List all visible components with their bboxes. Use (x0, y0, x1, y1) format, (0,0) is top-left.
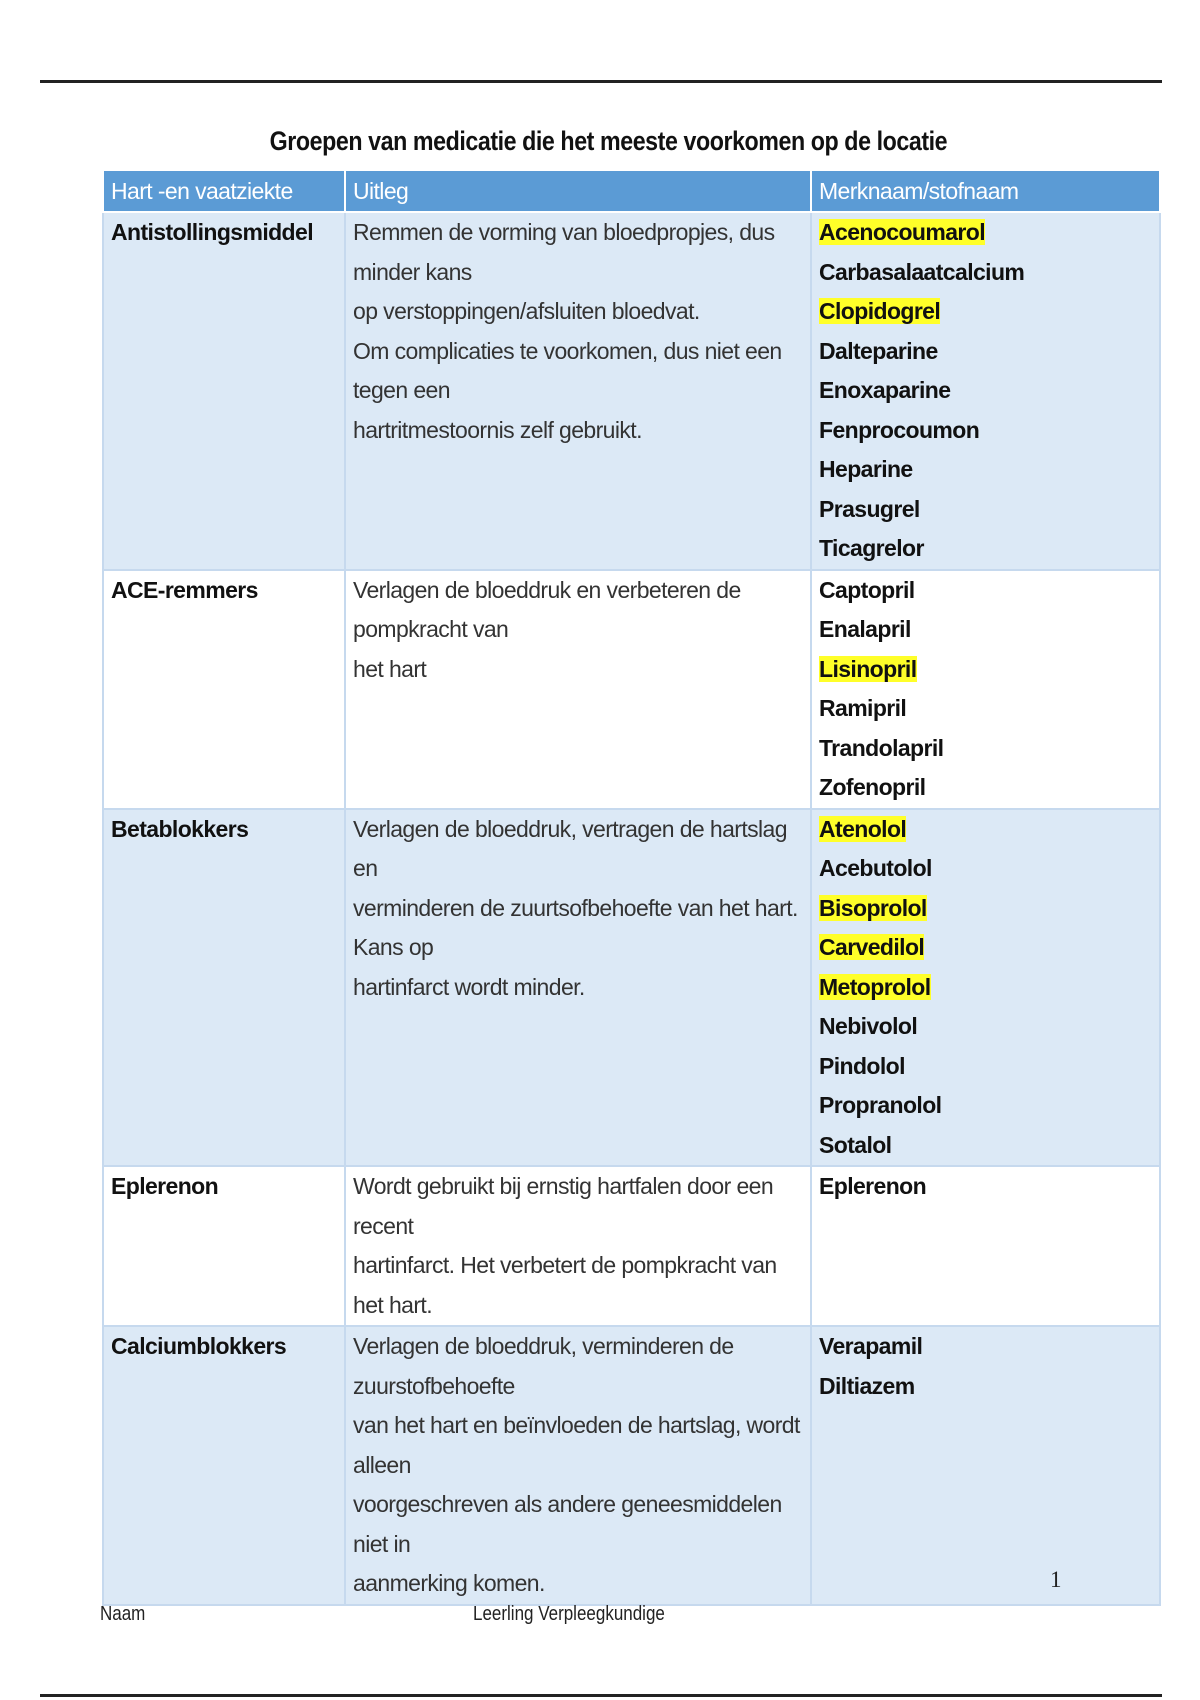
drug-names-cell (811, 1326, 1160, 1605)
drug-item (819, 1167, 1152, 1207)
table-row (103, 212, 1160, 570)
drug-name: Enoxaparine (819, 377, 951, 403)
drug-item (819, 1047, 1152, 1087)
drug-item (819, 1367, 1152, 1407)
explanation-line: Verlagen de bloeddruk, vertragen de hartslag en (353, 815, 787, 881)
drug-item (819, 650, 1152, 690)
explanation-cell (345, 212, 811, 570)
footer-role: Leerling Verpleegkundige (473, 1603, 665, 1625)
drug-name: Nebivolol (819, 1013, 918, 1039)
table-row (103, 1166, 1160, 1326)
column-header-drug-name: Merknaam/stofnaam (811, 170, 1160, 212)
drug-item (819, 571, 1152, 611)
explanation-line: het hart (353, 655, 427, 682)
drug-item (819, 371, 1152, 411)
drug-name: Pindolol (819, 1052, 905, 1079)
drug-item (819, 889, 1152, 929)
drug-item (819, 213, 1152, 253)
drug-name: Captopril (819, 576, 915, 603)
drug-name: Propranolol (819, 1092, 942, 1118)
footer-name: Naam (100, 1603, 146, 1625)
highlighted-drug-name: Lisinopril (819, 655, 917, 682)
disease-group-cell: Betablokkers (103, 809, 345, 1167)
explanation-line: hartritmestoornis zelf gebruikt. (353, 416, 642, 443)
drug-names-cell (811, 809, 1160, 1167)
drug-name: Carbasalaatcalcium (819, 258, 1025, 285)
highlighted-drug-name: Carvedilol (819, 934, 925, 960)
explanation-line: Verlagen de bloeddruk en verbeteren de pompkracht van (353, 576, 741, 642)
explanation-cell (345, 809, 811, 1167)
page-number: 1 (1050, 1567, 1062, 1592)
drug-item (819, 1007, 1152, 1047)
drug-name: Ticagrelor (819, 535, 924, 561)
drug-item (819, 529, 1152, 569)
header-rule (40, 80, 1162, 83)
drug-item (819, 450, 1152, 490)
table-header-row (103, 170, 1160, 212)
explanation-line: op verstoppingen/afsluiten bloedvat. (353, 298, 700, 324)
drug-name: Acebutolol (819, 855, 932, 881)
drug-name: Eplerenon (819, 1173, 927, 1199)
disease-group-cell: Antistollingsmiddel (103, 212, 345, 570)
highlighted-drug-name: Acenocoumarol (819, 219, 986, 245)
drug-item (819, 292, 1152, 332)
table-row (103, 809, 1160, 1167)
drug-name: Dalteparine (819, 337, 938, 364)
drug-name: Trandolapril (819, 734, 944, 761)
drug-item (819, 610, 1152, 650)
highlighted-drug-name: Clopidogrel (819, 298, 941, 324)
drug-item (819, 411, 1152, 451)
drug-name: Verapamil (819, 1333, 923, 1359)
explanation-line: van het hart en beïnvloeden de hartslag, wordt alleen (353, 1412, 800, 1478)
drug-item (819, 1126, 1152, 1166)
drug-name: Fenprocoumon (819, 416, 980, 443)
drug-names-cell (811, 1166, 1160, 1326)
drug-item (819, 968, 1152, 1008)
drug-item (819, 1327, 1152, 1367)
drug-names-cell (811, 212, 1160, 570)
highlighted-drug-name: Atenolol (819, 815, 907, 842)
drug-name: Sotalol (819, 1131, 892, 1158)
table-row (103, 1326, 1160, 1605)
drug-name: Zofenopril (819, 774, 926, 800)
explanation-line: voorgeschreven als andere geneesmiddelen niet in (353, 1491, 782, 1557)
explanation-line: Remmen de vorming van bloedpropjes, dus minder kans (353, 219, 775, 285)
drug-item (819, 768, 1152, 808)
drug-name: Prasugrel (819, 495, 920, 522)
disease-group-cell: Calciumblokkers (103, 1326, 345, 1605)
explanation-line: verminderen de zuurtsofbehoefte van het hart. Kans op (353, 894, 798, 960)
drug-item (819, 689, 1152, 729)
drug-item (819, 253, 1152, 293)
drug-name: Heparine (819, 456, 913, 482)
footer-rule (40, 1694, 1162, 1697)
medication-table (102, 169, 1161, 1606)
drug-item (819, 490, 1152, 530)
drug-name: Diltiazem (819, 1372, 915, 1399)
explanation-cell (345, 1326, 811, 1605)
drug-item (819, 810, 1152, 850)
explanation-line: hartinfarct. Het verbetert de pompkracht van het hart. (353, 1252, 777, 1318)
explanation-line: aanmerking komen. (353, 1570, 545, 1596)
explanation-line: Verlagen de bloeddruk, verminderen de zuurstofbehoefte (353, 1333, 734, 1399)
disease-group-cell: ACE-remmers (103, 570, 345, 809)
drug-item (819, 729, 1152, 769)
explanation-line: hartinfarct wordt minder. (353, 973, 585, 1000)
drug-item (819, 928, 1152, 968)
disease-group-cell: Eplerenon (103, 1166, 345, 1326)
drug-name: Enalapril (819, 616, 911, 642)
drug-name: Ramipril (819, 695, 907, 721)
highlighted-drug-name: Metoprolol (819, 973, 931, 1000)
document-title: Groepen van medicatie die het meeste voorkomen op de locatie (269, 126, 948, 156)
explanation-cell (345, 1166, 811, 1326)
drug-names-cell (811, 570, 1160, 809)
explanation-line: Om complicaties te voorkomen, dus niet een tegen een (353, 337, 782, 403)
drug-item (819, 332, 1152, 372)
column-header-disease: Hart -en vaatziekte (103, 170, 345, 212)
explanation-line: Wordt gebruikt bij ernstig hartfalen door een recent (353, 1173, 774, 1239)
table-row (103, 570, 1160, 809)
highlighted-drug-name: Bisoprolol (819, 894, 927, 921)
explanation-cell (345, 570, 811, 809)
column-header-explanation: Uitleg (345, 170, 811, 212)
drug-item (819, 849, 1152, 889)
drug-item (819, 1086, 1152, 1126)
